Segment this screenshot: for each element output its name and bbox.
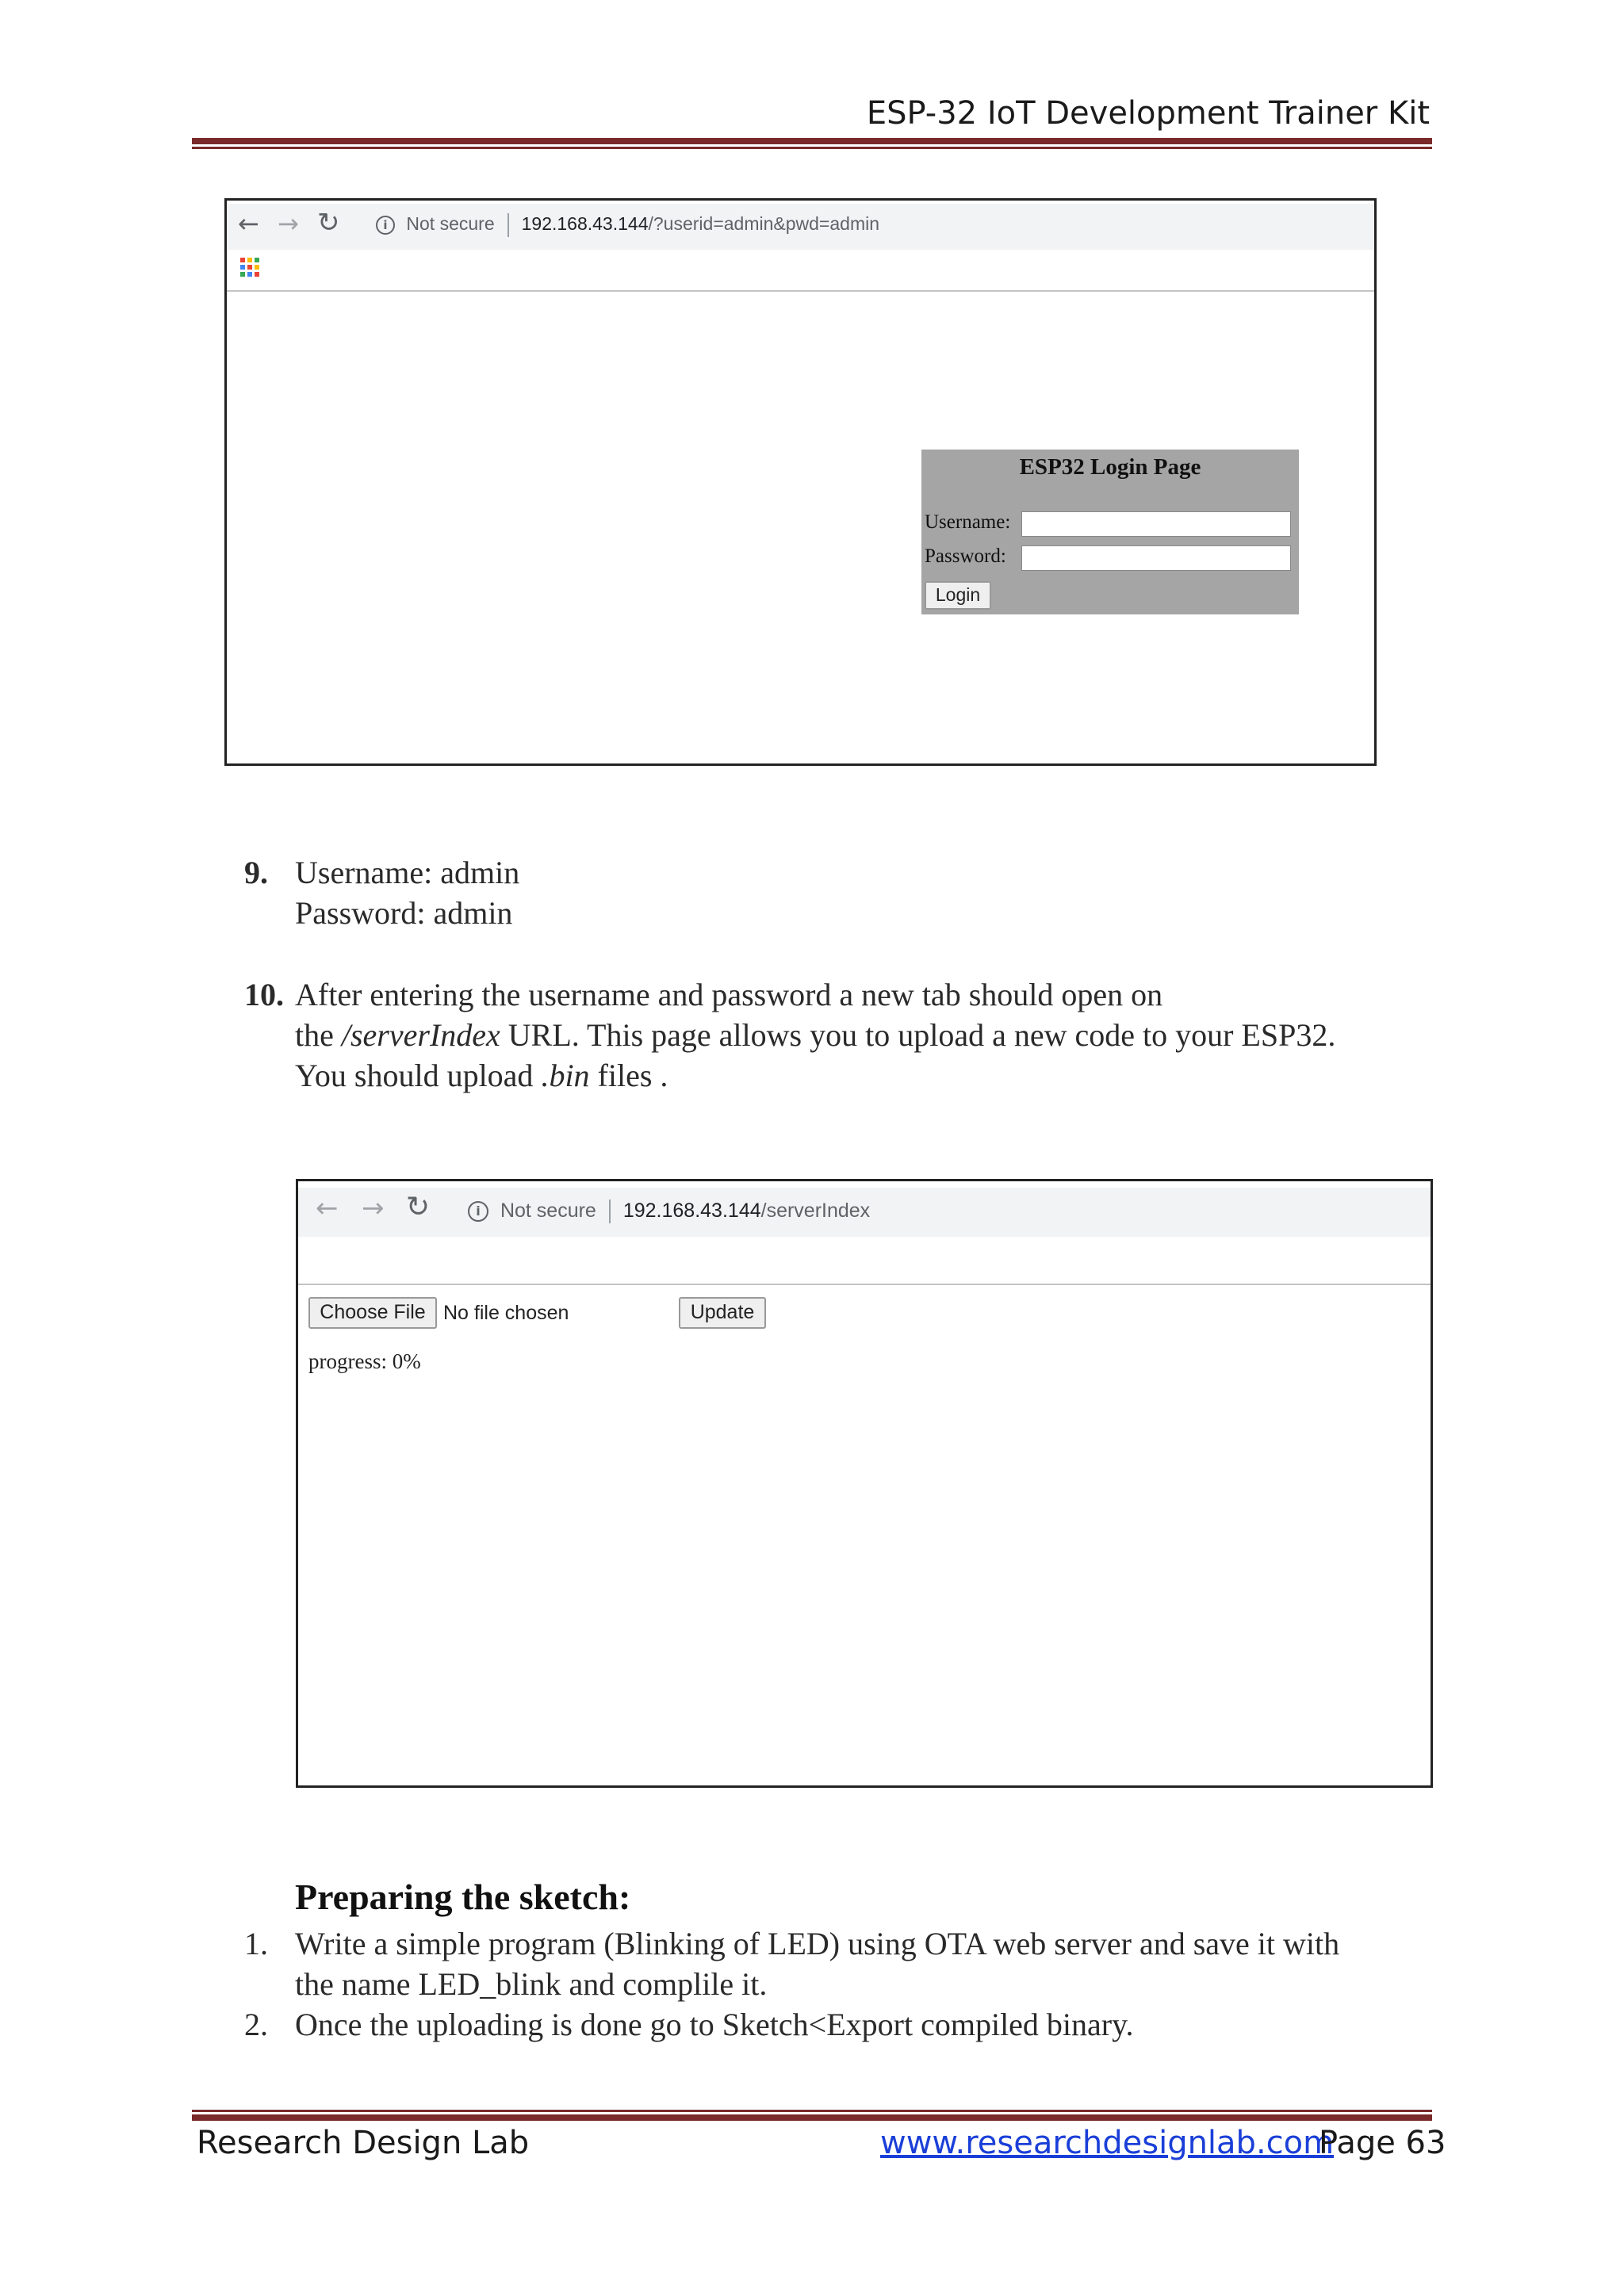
bin-extension: .bin bbox=[541, 1058, 590, 1093]
not-secure-label-2: Not secure bbox=[500, 1200, 596, 1222]
update-button[interactable]: Update bbox=[679, 1297, 766, 1329]
forward-arrow-icon[interactable]: → bbox=[362, 1192, 385, 1224]
url-path-2: /serverIndex bbox=[760, 1200, 871, 1222]
login-title: ESP32 Login Page bbox=[1019, 454, 1201, 480]
url-path: /?userid=admin&pwd=admin bbox=[648, 213, 880, 235]
login-button[interactable]: Login bbox=[925, 581, 991, 610]
step-10-text bbox=[295, 974, 1335, 1096]
password-label: Password: bbox=[925, 545, 1006, 567]
apps-grid-icon[interactable] bbox=[240, 258, 259, 277]
back-arrow-icon[interactable]: ← bbox=[316, 1192, 339, 1224]
item-1-number: 1. bbox=[244, 1926, 268, 1961]
header-rule bbox=[192, 138, 1432, 149]
username-input[interactable] bbox=[1021, 511, 1291, 537]
address-divider-2 bbox=[609, 1200, 611, 1223]
progress-label: progress: 0% bbox=[308, 1349, 421, 1373]
address-divider bbox=[508, 213, 509, 237]
forward-arrow-icon[interactable]: → bbox=[278, 209, 299, 239]
address-text bbox=[376, 213, 879, 237]
step-10-line-2 bbox=[295, 1015, 1335, 1055]
choose-file-button[interactable]: Choose File bbox=[308, 1297, 437, 1329]
server-index-path: /serverIndex bbox=[341, 1017, 500, 1053]
step-10-line-2-post: URL. This page allows you to upload a new code to your ESP32. bbox=[500, 1017, 1336, 1053]
step-10-number: 10. bbox=[244, 977, 284, 1012]
footer-page-number: Page 63 bbox=[1319, 2125, 1446, 2161]
step-9 bbox=[244, 852, 268, 893]
item-1-line-1: Write a simple program (Blinking of LED) using OTA web server and save it with bbox=[295, 1926, 1340, 1961]
sketch-list bbox=[295, 1923, 1339, 2045]
item-1-line-2: the name LED_blink and complile it. bbox=[295, 1966, 768, 2002]
section-heading: Preparing the sketch: bbox=[295, 1877, 631, 1917]
toolbar-divider bbox=[227, 290, 1374, 292]
footer-website-link[interactable]: www.researchdesignlab.com bbox=[880, 2125, 1335, 2161]
step-9-username: Username: admin bbox=[295, 855, 520, 890]
password-input[interactable] bbox=[1021, 545, 1291, 571]
footer-company: Research Design Lab bbox=[197, 2125, 530, 2161]
step-9-password: Password: admin bbox=[295, 895, 513, 931]
step-10-line-3-post: files . bbox=[589, 1058, 668, 1093]
info-icon[interactable]: i bbox=[468, 1201, 488, 1222]
username-label: Username: bbox=[925, 511, 1011, 533]
step-10 bbox=[244, 974, 284, 1015]
address-text-2 bbox=[468, 1200, 870, 1223]
back-arrow-icon[interactable]: ← bbox=[238, 209, 259, 239]
item-2-line-1: Once the uploading is done go to Sketch<Export compiled binary. bbox=[295, 2007, 1134, 2042]
url-host: 192.168.43.144 bbox=[521, 213, 649, 235]
step-10-line-3 bbox=[295, 1055, 1335, 1096]
step-9-text bbox=[295, 852, 519, 933]
url-host-2: 192.168.43.144 bbox=[622, 1200, 761, 1222]
list-numbers bbox=[244, 1923, 268, 2045]
server-index-browser-screenshot bbox=[296, 1179, 1433, 1788]
not-secure-label: Not secure bbox=[406, 213, 495, 235]
login-browser-screenshot bbox=[224, 198, 1377, 766]
header-title: ESP-32 IoT Development Trainer Kit bbox=[866, 95, 1430, 132]
step-10-line-2-pre: the bbox=[295, 1017, 342, 1053]
item-2-number: 2. bbox=[244, 2007, 268, 2042]
step-10-line-3-pre: You should upload bbox=[295, 1058, 542, 1093]
reload-icon[interactable]: ↻ bbox=[317, 207, 340, 239]
footer-rule bbox=[192, 2110, 1432, 2121]
reload-icon[interactable]: ↻ bbox=[406, 1191, 431, 1223]
info-icon[interactable]: i bbox=[376, 216, 395, 235]
toolbar-divider-2 bbox=[298, 1284, 1431, 1285]
list-spacer bbox=[244, 1964, 268, 2004]
step-9-number: 9. bbox=[244, 855, 268, 890]
step-10-line-1: After entering the username and password a new tab should open on bbox=[295, 977, 1163, 1012]
login-form bbox=[921, 450, 1299, 614]
no-file-chosen-label: No file chosen bbox=[443, 1302, 569, 1324]
